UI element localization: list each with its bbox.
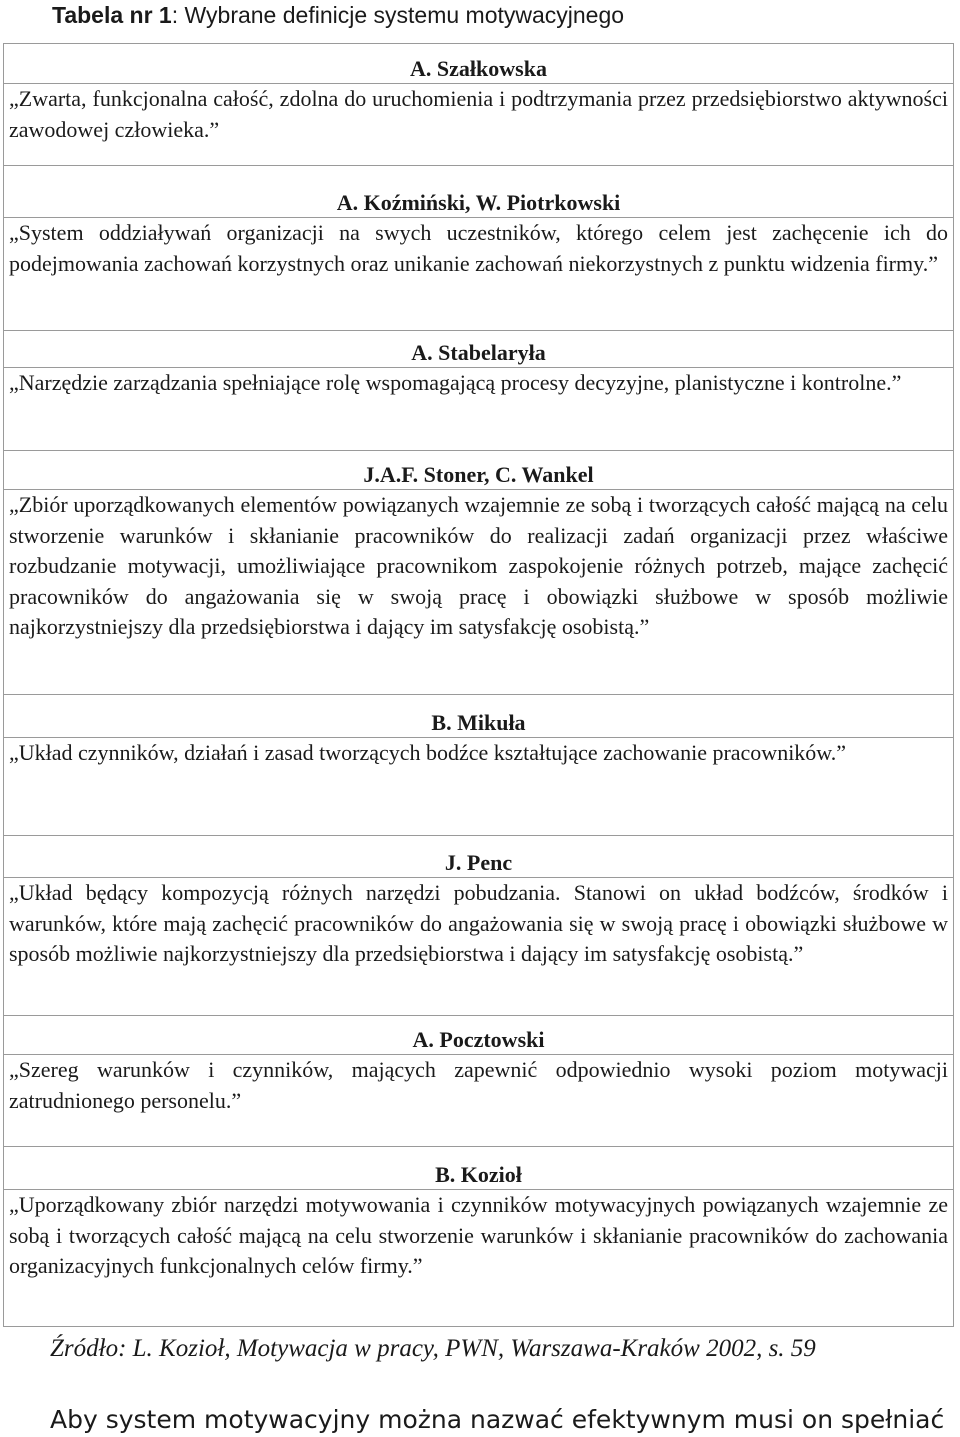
definition-row bbox=[4, 1190, 954, 1327]
author-cell: A. Koźmiński, W. Piotrkowski bbox=[4, 166, 954, 218]
author-cell: J.A.F. Stoner, C. Wankel bbox=[4, 451, 954, 490]
source-note: Źródło: L. Kozioł, Motywacja w pracy, PWN, Warszawa-Kraków 2002, s. 59 bbox=[50, 1335, 816, 1362]
definition-cell: „Narzędzie zarządzania spełniające rolę wspomagającą procesy decyzyjne, planistyczne i kontrolne.” bbox=[4, 368, 954, 451]
author-row bbox=[4, 44, 954, 84]
definition-cell: „System oddziaływań organizacji na swych uczestników, którego celem jest zachęcenie ich do podejmowania zachowań korzystnych oraz unikanie zachowań niekorzystnych z punktu widzenia firmy.” bbox=[4, 218, 954, 331]
definition-row bbox=[4, 738, 954, 836]
author-cell: B. Mikuła bbox=[4, 695, 954, 738]
definition-row bbox=[4, 490, 954, 695]
author-cell: A. Stabelaryła bbox=[4, 331, 954, 368]
definition-cell: „Uporządkowany zbiór narzędzi motywowania i czynników motywacyjnych powiązanych wzajemnie ze sobą i tworzących całość mającą na celu stworzenie warunków i skłanianie pracowników do zachowania organizacyjnych funkcjonalnych celów firmy.” bbox=[4, 1190, 954, 1327]
definition-cell: „Szereg warunków i czynników, mających zapewnić odpowiednio wysoki poziom motywacji zatrudnionego personelu.” bbox=[4, 1055, 954, 1147]
author-row bbox=[4, 451, 954, 490]
author-cell: A. Szałkowska bbox=[4, 44, 954, 84]
definition-row bbox=[4, 84, 954, 166]
author-cell: J. Penc bbox=[4, 836, 954, 878]
definition-row bbox=[4, 878, 954, 1016]
author-row bbox=[4, 836, 954, 878]
author-row bbox=[4, 695, 954, 738]
definition-row bbox=[4, 218, 954, 331]
author-row bbox=[4, 331, 954, 368]
definition-row bbox=[4, 1055, 954, 1147]
table-caption-text: : Wybrane definicje systemu motywacyjnego bbox=[171, 2, 625, 28]
table-caption bbox=[52, 0, 624, 32]
author-row bbox=[4, 1147, 954, 1190]
table-caption-label: Tabela nr 1 bbox=[52, 2, 172, 28]
definition-cell: „Zbiór uporządkowanych elementów powiązanych wzajemnie ze sobą i tworzących całość mającą na celu stworzenie warunków i skłanianie pracowników do realizacji zadań organizacji przez właściwe rozbudzanie motywacji, umożliwiające pracownikom zaspokojenie różnych potrzeb, mające zachęcić pracowników do angażowania się w swoją pracę i obowiązki służbowe w sposób możliwie najkorzystniejszy dla przedsiębiorstwa i dający im satysfakcję osobistą.” bbox=[4, 490, 954, 695]
definition-cell: „Zwarta, funkcjonalna całość, zdolna do uruchomienia i podtrzymania przez przedsiębiorstwo aktywności zawodowej człowieka.” bbox=[4, 84, 954, 166]
body-text-line: Aby system motywacyjny można nazwać efektywnym musi on spełniać bbox=[50, 1405, 945, 1434]
author-row bbox=[4, 1016, 954, 1055]
author-row bbox=[4, 166, 954, 218]
definition-cell: „Układ będący kompozycją różnych narzędzi pobudzania. Stanowi on układ bodźców, środków i warunków, które mają zachęcić pracowników do angażowania się w swoją pracę i obowiązki służbowe w sposób możliwie najkorzystniejszy dla przedsiębiorstwa i dający im satysfakcję osobistą.” bbox=[4, 878, 954, 1016]
definition-row bbox=[4, 368, 954, 451]
definition-cell: „Układ czynników, działań i zasad tworzących bodźce kształtujące zachowanie pracowników.” bbox=[4, 738, 954, 836]
author-cell: B. Kozioł bbox=[4, 1147, 954, 1190]
definitions-table bbox=[3, 43, 954, 1327]
author-cell: A. Pocztowski bbox=[4, 1016, 954, 1055]
